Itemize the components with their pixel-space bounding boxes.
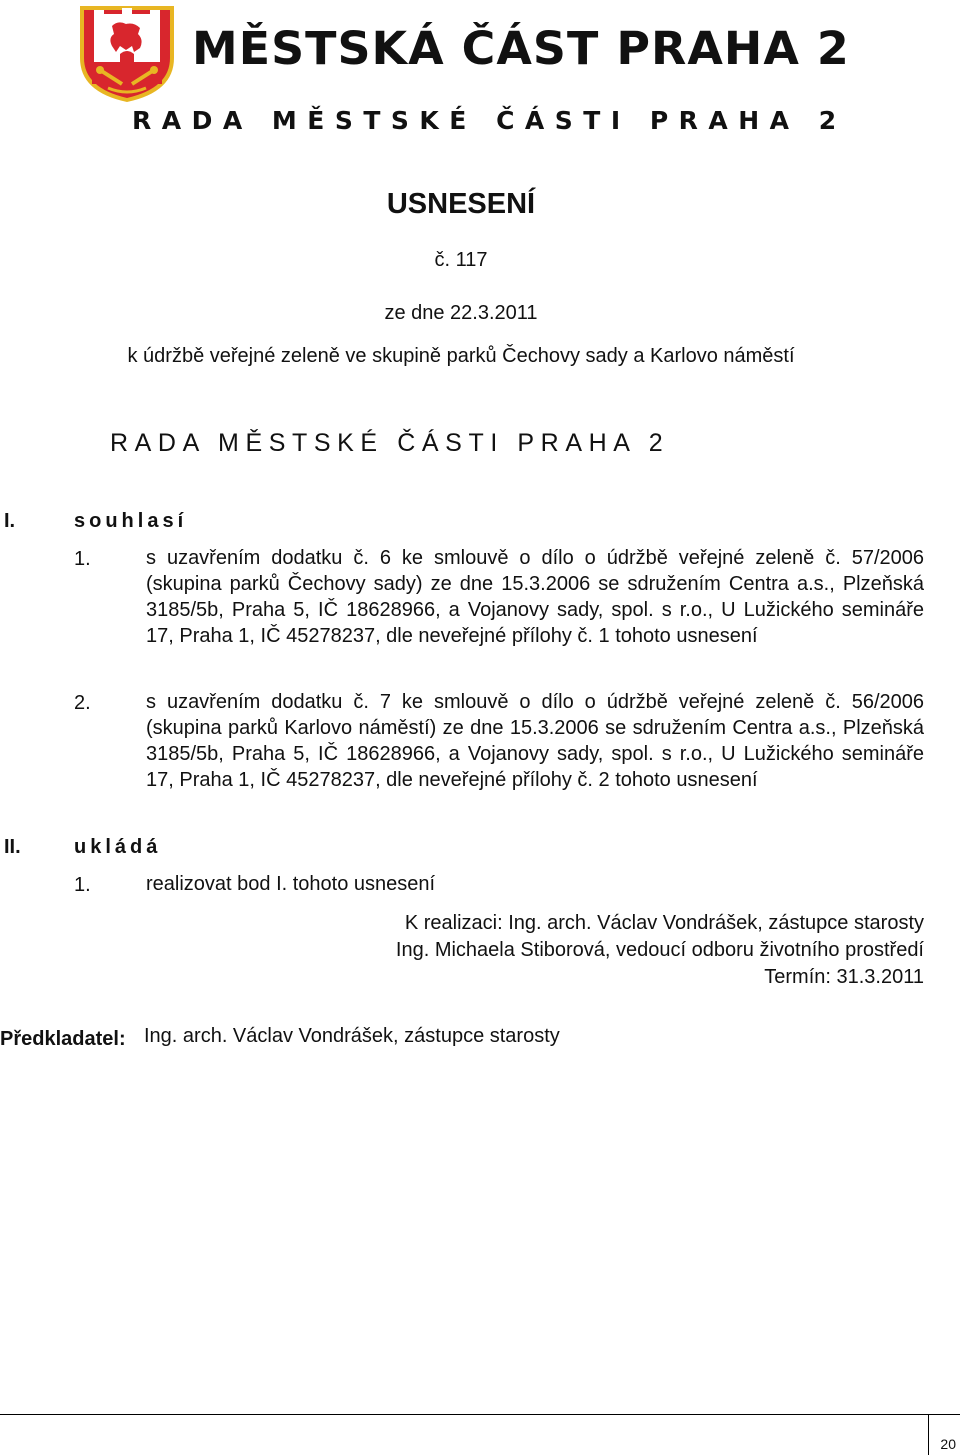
council-heading: RADA MĚSTSKÉ ČÁSTI PRAHA 2: [110, 429, 670, 457]
item-number: 1.: [74, 874, 91, 896]
section-verb: ukládá: [74, 836, 162, 858]
resolution-subject: k údržbě veřejné zeleně ve skupině parků Čechovy sady a Karlovo náměstí: [127, 345, 795, 367]
section-numeral: I.: [4, 510, 16, 532]
section-numeral: II.: [4, 836, 21, 858]
section-verb: souhlasí: [74, 510, 188, 532]
submitter-label: Předkladatel:: [0, 1028, 126, 1050]
submitter-name: Ing. arch. Václav Vondrášek, zástupce starosty: [144, 1025, 560, 1047]
footer-divider: [0, 1414, 960, 1415]
item-number: 1.: [74, 548, 91, 570]
resolution-number: č. 117: [434, 249, 488, 271]
masthead-title: MĚSTSKÁ ČÁST PRAHA 2: [192, 22, 850, 75]
responsible-person: Ing. Michaela Stiborová, vedoucí odboru životního prostředí: [395, 939, 924, 961]
deadline: Termín: 31.3.2011: [764, 966, 924, 988]
responsible-person: K realizaci: Ing. arch. Václav Vondrášek, zástupce starosty: [404, 912, 924, 934]
prague-2-coat-of-arms-icon: [78, 4, 176, 104]
footer-divider-vertical: [928, 1414, 929, 1455]
page-number: 20: [940, 1436, 956, 1452]
resolution-date: ze dne 22.3.2011: [384, 302, 538, 324]
item-text: s uzavřením dodatku č. 7 ke smlouvě o dílo o údržbě veřejné zeleně č. 56/2006 (skupina parků Karlovo náměstí) ze dne 15.3.2006 se sdružením Centra a.s., Plzeňská 3185/5b, Praha 5, IČ 18628966, a Vojanovy sady, spol. s r.o., U Lužického semináře 17, Praha 1, IČ 45278237, dle neveřejné přílohy č. 2 tohoto usnesení: [146, 691, 924, 791]
document-title: USNESENÍ: [386, 188, 536, 220]
item-text: s uzavřením dodatku č. 6 ke smlouvě o dílo o údržbě veřejné zeleně č. 57/2006 (skupina parků Čechovy sady) ze dne 15.3.2006 se sdružením Centra a.s., Plzeňská 3185/5b, Praha 5, IČ 18628966, a Vojanovy sady, spol. s r.o., U Lužického semináře 17, Praha 1, IČ 45278237, dle neveřejné přílohy č. 1 tohoto usnesení: [146, 547, 924, 647]
item-number: 2.: [74, 692, 91, 714]
masthead-subtitle: RADA MĚSTSKÉ ČÁSTI PRAHA 2: [132, 106, 847, 135]
item-text: realizovat bod I. tohoto usnesení: [146, 873, 436, 895]
